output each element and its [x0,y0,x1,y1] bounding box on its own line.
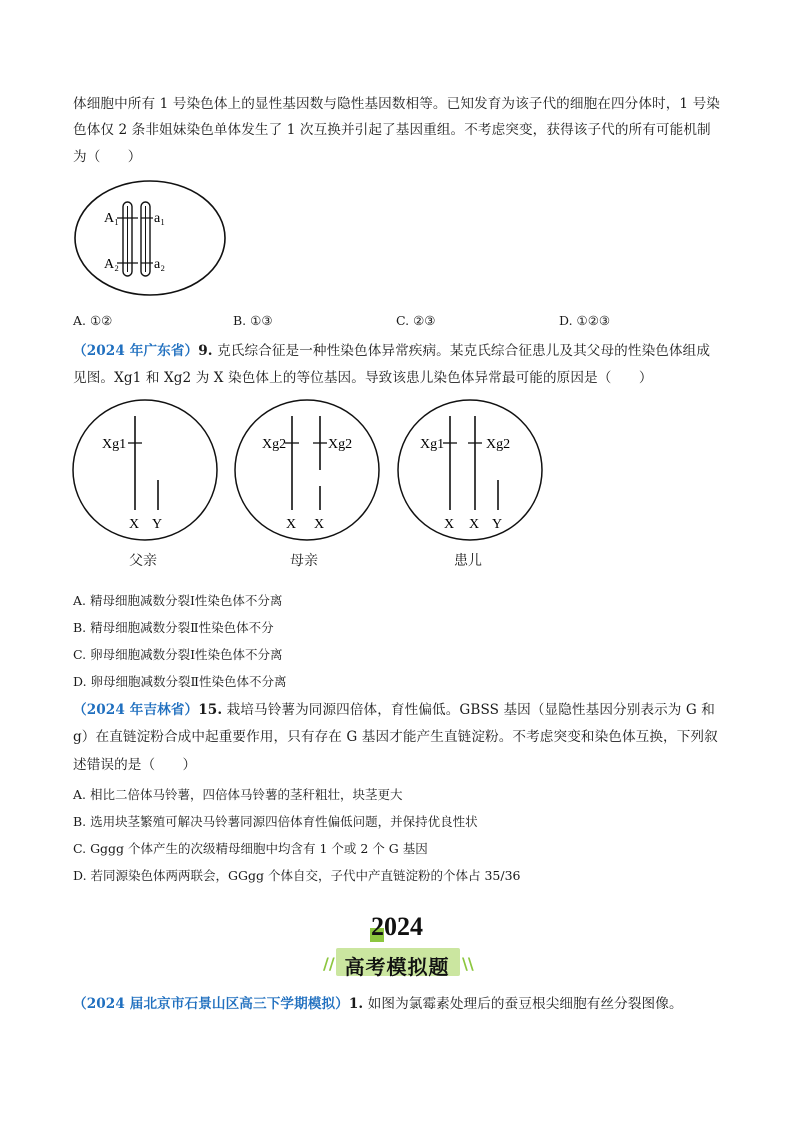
left-slash-decoration: // [323,954,335,973]
q8-option-a[interactable]: A. ①② [73,313,113,328]
child-caption: 患儿 [454,553,482,569]
mock-q1-source-tag: （2024 届北京市石景山区高三下学期模拟） [73,996,349,1012]
q15-source-tag: （2024 年吉林省） [73,702,199,718]
section-year: 2024 [371,912,423,941]
q8-line-1: 体细胞中所有 1 号染色体上的显性基因数与隐性基因数相等。已知发育为该子代的细胞在四分体时，1 号染 [73,96,720,112]
mother-gene-label-1: Xg2 [262,437,287,452]
child-chr-y: Y [492,517,503,532]
q15-option-b[interactable]: B. 选用块茎繁殖可解决马铃薯同源四倍体育性偏低问题，并保持优良性状 [73,814,478,829]
q9-option-a[interactable]: A. 精母细胞减数分裂Ⅰ性染色体不分离 [73,593,283,608]
mother-cell [235,400,379,540]
right-slash-decoration: \\ [462,954,474,973]
mock-q1-text: 如图为氯霉素处理后的蚕豆根尖细胞有丝分裂图像。 [367,996,683,1012]
q9-line-1 [73,341,710,361]
mock-q1-line-1 [73,994,683,1014]
child-gene-label-2: Xg2 [486,437,511,452]
q8-option-c[interactable]: C. ②③ [396,313,436,328]
q9-option-d[interactable]: D. 卵母细胞减数分裂Ⅱ性染色体不分离 [73,674,287,689]
father-chr-y: Y [152,517,163,532]
mother-gene-label-2: Xg2 [328,437,353,452]
q8-options [73,312,723,330]
mock-q1-number: 1. [348,996,364,1012]
q15-option-d[interactable]: D. 若同源染色体两两联会，GGgg 个体自交，子代中产直链淀粉的个体占 35/36 [73,868,521,883]
q8-label-a2: a₂ [154,257,166,272]
child-chr-x1: X [444,517,455,532]
mother-chr-x1: X [286,517,297,532]
mother-chr-x2: X [314,517,325,532]
father-gene-label: Xg1 [102,437,127,452]
q15-option-c[interactable]: C. Gggg 个体产生的次级精母细胞中均含有 1 个或 2 个 G 基因 [73,841,428,856]
father-chr-x: X [129,517,140,532]
q15-text-1: 栽培马铃薯为同源四倍体，育性偏低。GBSS 基因（显隐性基因分别表示为 G 和 [226,702,715,718]
q15-line-3: 述错误的是（ ） [73,757,197,773]
q15-line-2: g）在直链淀粉合成中起重要作用，只有存在 G 基因才能产生直链淀粉。不考虑突变和染色体互换，下列叙 [73,729,718,745]
child-cell [398,400,542,540]
q15-line-1 [73,700,715,720]
q8-option-d[interactable]: D. ①②③ [559,313,611,328]
q8-chromosome-figure [72,178,228,298]
q8-option-b[interactable]: B. ①③ [233,313,273,328]
q15-option-a[interactable]: A. 相比二倍体马铃薯，四倍体马铃薯的茎秆粗壮，块茎更大 [73,787,403,802]
section-title: 高考模拟题 [344,955,450,979]
q9-text-1: 克氏综合征是一种性染色体异常疾病。某克氏综合征患儿及其父母的性染色体组成 [217,343,711,359]
father-cell [73,400,217,540]
child-chr-x2: X [469,517,480,532]
q9-number: 9. [198,343,213,359]
q8-label-A2: A₂ [104,257,119,272]
q8-line-3: 为（ ） [73,149,142,165]
q9-option-b[interactable]: B. 精母细胞减数分裂Ⅱ性染色体不分 [73,620,274,635]
q8-label-a1: a₁ [154,211,166,226]
mother-caption: 母亲 [290,553,318,569]
q8-line-2: 色体仅 2 条非姐妹染色单体发生了 1 次互换并引起了基因重组。不考虑突变，获得该子代的所有可能机制 [73,122,711,138]
q9-karyotype-figure [70,398,730,543]
child-gene-label-1: Xg1 [420,437,445,452]
q15-number: 15. [198,702,223,718]
q9-source-tag: （2024 年广东省） [73,343,199,359]
q9-option-c[interactable]: C. 卵母细胞减数分裂Ⅰ性染色体不分离 [73,647,283,662]
q8-label-A1: A₁ [104,211,119,226]
father-caption: 父亲 [129,553,157,569]
q9-line-2: 见图。Xg1 和 Xg2 为 X 染色体上的等位基因。导致该患儿染色体异常最可能的原因是（ ） [73,370,653,386]
